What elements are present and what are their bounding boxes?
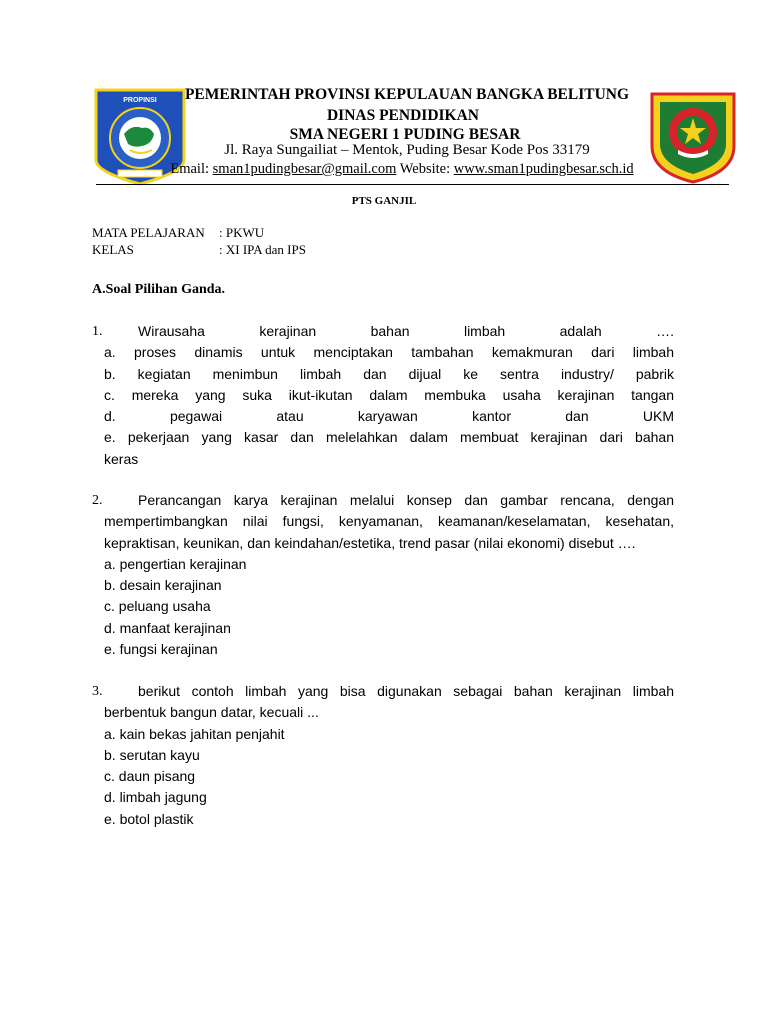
question-stem-line-1: Perancangan karya kerajinan melalui konsep dan gambar rencana, dengan <box>138 492 674 508</box>
class-value: : XI IPA dan IPS <box>219 242 306 257</box>
option-a: a. kain bekas jahitan penjahit <box>104 725 285 742</box>
option-b: b. serutan kayu <box>104 746 200 763</box>
svg-text:PROPINSI: PROPINSI <box>123 97 157 104</box>
question-stem-line-3: kepraktisan, keunikan, dan keindahan/estetika, trend pasar (nilai ekonomi) disebut …. <box>104 534 636 551</box>
option-e: e. pekerjaan yang kasar dan melelahkan dalam membuat kerajinan dari bahan <box>104 429 674 446</box>
question-stem-line-1: berikut contoh limbah yang bisa digunakan sebagai bahan kerajinan limbah <box>138 683 674 699</box>
question-number: 3. <box>92 684 103 699</box>
letterhead-address: Jl. Raya Sungailiat – Mentok, Puding Besar Kode Pos 33179 <box>224 142 590 158</box>
question-stem: Wirausaha kerajinan bahan limbah adalah …. <box>138 323 674 339</box>
section-title: A.Soal Pilihan Ganda. <box>92 282 226 297</box>
website-link[interactable]: www.sman1pudingbesar.sch.id <box>453 161 634 177</box>
option-d: d. manfaat kerajinan <box>104 619 231 636</box>
option-a: a. proses dinamis untuk menciptakan tambahan kemakmuran dari limbah <box>104 344 674 361</box>
email-link[interactable]: sman1pudingbesar@gmail.com <box>212 161 397 177</box>
question-stem-line-2: berbentuk bangun datar, kecuali ... <box>104 704 319 721</box>
option-c: c. peluang usaha <box>104 598 211 615</box>
letterhead-divider <box>96 184 729 185</box>
option-a: a. pengertian kerajinan <box>104 555 247 572</box>
question-2 <box>92 490 674 660</box>
option-e: e. botol plastik <box>104 810 194 827</box>
subject-value: : PKWU <box>219 225 265 240</box>
letterhead-agency: DINAS PENDIDIKAN <box>326 107 479 124</box>
option-c: c. mereka yang suka ikut-ikutan dalam membuka usaha kerajinan tangan <box>104 386 674 403</box>
exam-title: PTS GANJIL <box>351 195 417 207</box>
option-b: b. kegiatan menimbun limbah dan dijual ke sentra industry/ pabrik <box>104 365 674 382</box>
option-d: d. pegawai atau karyawan kantor dan UKM <box>104 408 674 425</box>
letterhead-school: SMA NEGERI 1 PUDING BESAR <box>289 126 521 143</box>
question-3 <box>92 681 674 830</box>
option-e-continued: keras <box>104 450 139 467</box>
option-d: d. limbah jagung <box>104 789 207 806</box>
email-label: Email: <box>170 161 210 177</box>
class-label: KELAS <box>92 242 134 257</box>
question-number: 1. <box>92 324 103 339</box>
website-label: Website: <box>399 161 451 177</box>
subject-label: MATA PELAJARAN <box>92 225 205 240</box>
question-stem-line-2: mempertimbangkan nilai fungsi, kenyamanan, keamanan/keselamatan, kesehatan, <box>104 513 674 530</box>
question-1 <box>92 321 674 470</box>
letterhead-contact <box>18 161 768 178</box>
question-number: 2. <box>92 493 103 508</box>
letterhead-government: PEMERINTAH PROVINSI KEPULAUAN BANGKA BELITUNG <box>184 86 630 103</box>
option-b: b. desain kerajinan <box>104 577 222 594</box>
option-e: e. fungsi kerajinan <box>104 641 218 658</box>
option-c: c. daun pisang <box>104 768 196 785</box>
